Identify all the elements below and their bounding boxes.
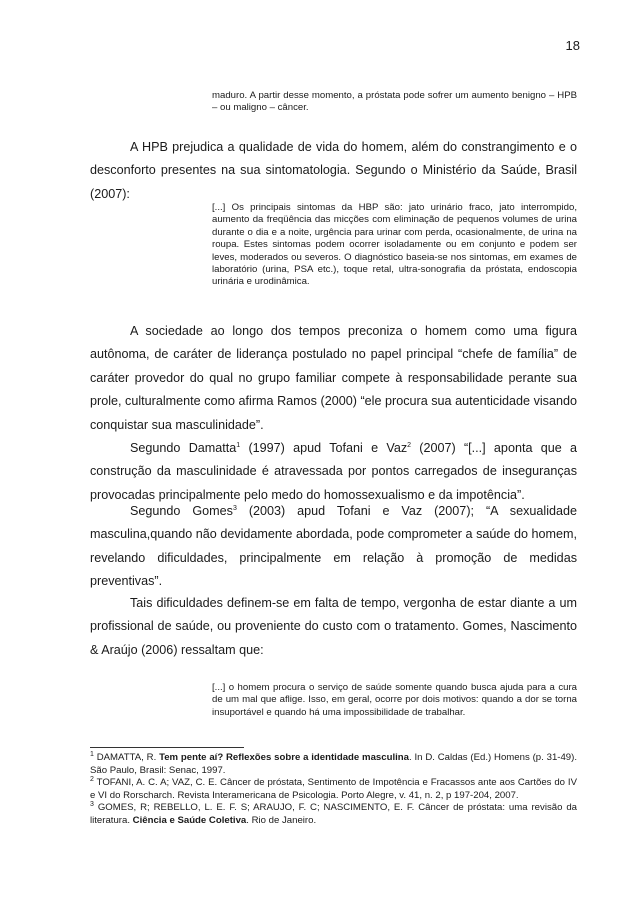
paragraph-gomes-text-b: (2003) apud Tofani e Vaz (2007); “A sexualidade masculina,quando não devidamente abordada, pode comprometer a saúde do homem, revelando dificuldades, principalmente em relação à promoção de medidas preventivas”. bbox=[90, 504, 578, 589]
footnote-text: TOFANI, A. C. A; VAZ, C. E. Câncer de próstata, Sentimento de Impotência e Fracassos ante aos Cartões do IV e VI do Rorscharch. Revista Interamericana de Psicologia. Porto Alegre, v. 41, n. 2, p 197-204, 2007. bbox=[90, 777, 577, 801]
footnote-text: . Rio de Janeiro. bbox=[246, 814, 317, 826]
paragraph-damatta-text-c: (2007) “[...] aponta que a construção da masculinidade é atravessada por pontos carregados de inseguranças provocadas principalmente pelo medo do homossexualismo e da impotência”. bbox=[90, 441, 578, 502]
footnote-number: 1 bbox=[90, 750, 94, 758]
page-number: 18 bbox=[565, 38, 580, 53]
footnote-number: 3 bbox=[90, 801, 94, 809]
footnote-separator bbox=[90, 747, 244, 748]
footnote-ref-1[interactable]: 1 bbox=[236, 441, 241, 449]
footnote-number: 2 bbox=[90, 776, 94, 783]
paragraph-sociedade bbox=[90, 320, 577, 437]
footnote-ref-3[interactable]: 3 bbox=[232, 504, 237, 512]
paragraph-gomes bbox=[90, 500, 577, 594]
block-quote-top: maduro. A partir desse momento, a próstata pode sofrer um aumento benigno – HPB – ou maligno – câncer. bbox=[212, 90, 577, 114]
block-quote-ministerio: [...] Os principais sintomas da HBP são: jato urinário fraco, jato interrompido, aumento da freqüência das micções com eliminação de pequenos volumes de urina durante o dia e a noite, urgência para urinar com perda, ocasionalmente, de urina na roupa. Estes sintomas podem ocorrer isoladamente ou em conjunto e podem ser leves, moderados ou severos. O diagnóstico baseia-se nos sintomas, em exames de laboratório (urina, PSA etc.), toque retal, ultra-sonografia da próstata, endoscopia urinária e urodinâmica. bbox=[212, 202, 577, 288]
footnote-text: . In D. Caldas (Ed.) Homens (p. 31-49). São Paulo, Brasil: Senac, 1997. bbox=[90, 752, 578, 776]
paragraph-damatta-text-b: (1997) apud Tofani e Vaz bbox=[240, 441, 408, 455]
paragraph-hpb: A HPB prejudica a qualidade de vida do homem, além do constrangimento e o desconforto presentes na sua sintomatologia. Segundo o Ministério da Saúde, Brasil (2007): bbox=[90, 140, 577, 201]
footnote-bold-title: Ciência e Saúde Coletiva bbox=[132, 814, 247, 826]
paragraph-dificuldades: Tais dificuldades definem-se em falta de tempo, vergonha de estar diante a um profissional de saúde, ou proveniente do custo com o tratamento. Gomes, Nascimento & Araújo (2006) ressaltam que: bbox=[90, 596, 577, 657]
footnote-2 bbox=[90, 777, 577, 802]
footnote-ref-2[interactable]: 2 bbox=[407, 441, 412, 449]
paragraph-damatta bbox=[90, 437, 577, 507]
footnote-3 bbox=[90, 802, 577, 827]
paragraph-sociedade-text: A sociedade ao longo dos tempos preconiza o homem como uma figura autônoma, de caráter de liderança postulado no papel principal “chefe de família” de caráter provedor do qual no grupo familiar compete à responsabilidade perante sua prole, culturalmente como afirma Ramos (2000) “ele procura sua autenticidade visando conquistar sua masculinidade”. bbox=[90, 324, 577, 432]
block-quote-gomes: [...] o homem procura o serviço de saúde somente quando busca ajuda para a cura de um mal que aflige. Isso, em geral, ocorre por dois motivos: quando a dor se torna insuportável e quando há uma impossibilidade de trabalhar. bbox=[212, 682, 577, 718]
paragraph-damatta-text-a: Segundo Damatta bbox=[130, 441, 237, 455]
footnotes bbox=[90, 752, 577, 828]
footnote-text: DAMATTA, R. bbox=[93, 752, 160, 763]
footnote-bold-title: Tem pente aí? Reflexões sobre a identidade masculina bbox=[159, 752, 409, 763]
footnote-1 bbox=[90, 752, 577, 777]
footnote-text: GOMES, R; REBELLO, L. E. F. S; ARAUJO, F. C; NASCIMENTO, E. F. Câncer de próstata: uma revisão da literatura. bbox=[90, 802, 577, 826]
paragraph-gomes-text-a: Segundo Gomes bbox=[130, 504, 233, 518]
